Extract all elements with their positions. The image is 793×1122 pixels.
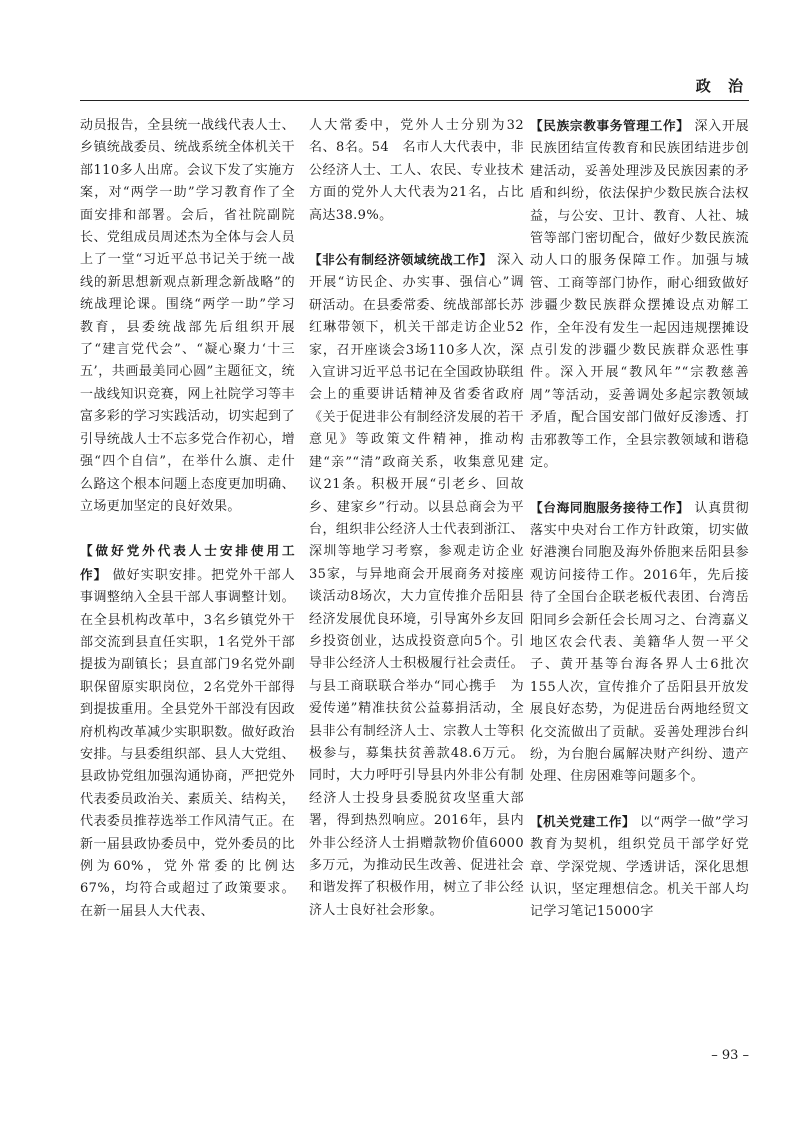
section-body: 深入开展民族团结宣传教育和民族团结进步创建活动，妥善处理涉及民族因素的矛盾和纠纷，依法保护少数民族合法权益，与公安、卫计、教育、人社、城管等部门密切配合，做好少数民族流动人口的服务保障工作。加强与城管、工商等部门协作，耐心细致做好涉疆少数民族群众摆摊设点劝解工作，全年没有发生一起因违规摆摊设点引发的涉疆少数民族群众恶性事件。深入开展“教风年”“宗教慈善周”等活动，妥善调处多起宗教领域矛盾，配合国安部门做好反渗透、打击邪教等工作，全县宗教领域和谐稳定。 <box>530 119 749 471</box>
section-body: 深入开展“访民企、办实事、强信心”调研活动。在县委常委、统战部部长苏红琳带领下，机关干部走访企业52家，召开座谈会3场110多人次，深入宣讲习近平总书记在全国政协联组会上的重要讲话精神及省委省政府《关于促进非公有制经济发展的若干意见》等政策文件精神，推动构建“亲”“清”政商关系，收集意见建议21条。积极开展“引老乡、回故乡、建家乡”行动。以县总商会为平台，组织非公经济人士代表到浙江、深圳等地学习考察，参观走访企业35家，与异地商会开展商务对接座谈活动8场次，大力宣传推介岳阳县经济发展优良环境，引导寓外乡友回乡投资创业，达成投资意向5个。引导非公经济人士积极履行社会责任。与县工商联联合举办“同心携手 为爱传递”精准扶贫公益募捐活动，全县非公有制经济人士、宗教人士等积极参与，募集扶贫善款48.6万元。同时，大力呼吁引导县内外非公有制经济人士投身县委脱贫攻坚重大部署，得到热烈响应。2016年，县内外非公经济人士捐赠款物价值6000多万元，为推动民生改善、促进社会和谐发挥了积极作用，树立了非公经济人士良好社会形象。 <box>309 253 524 918</box>
section-body: 做好实职安排。把党外干部人事调整纳入全县干部人事调整计划。在全县机构改革中，3名乡镇党外干部交流到县直任实职，1名党外干部提拔为副镇长；县直部门9名党外副职保留原实职岗位，2名党外干部得到提拔重用。全县党外干部没有因政府机构改革减少实职职数。做好政治安排。与县委组织部、县人大党组、县政协党组加强沟通协商，严把党外代表委员政治关、素质关、结构关，代表委员推荐选举工作风清气正。在新一届县政协委员中，党外委员的比例为60%，党外常委的比例达67%，均符合或超过了政策要求。在新一届县人大代表、 <box>80 567 295 919</box>
section-body: 认真贯彻落实中央对台工作方针政策，切实做好港澳台同胞及海外侨胞来岳阳县参观访问接待工作。2016年，先后接待了全国台企联老板代表团、台湾岳阳同乡会新任会长周习之、台湾嘉义地区农会代表、美籍华人贺一平父子、黄开基等台海各界人士6批次155人次，宣传推介了岳阳县开放发展良好态势，为促进岳台两地经贸文化交流做出了贡献。妥善处理涉台纠纷，为台胞台属解决财产纠纷、遗产处理、住房困难等问题多个。 <box>530 500 749 785</box>
section-paragraph <box>530 497 749 789</box>
section-heading: 【非公有制经济领域统战工作】 <box>309 252 493 268</box>
section-body: 以“两学一做”学习教育为契机，组织党员干部学好党章、学深党规、学透讲话，深化思想认识，坚定理想信念。机关干部人均记学习笔记15000字 <box>530 814 749 920</box>
column-3 <box>530 115 749 924</box>
section-heading: 【民族宗教事务管理工作】 <box>530 118 690 133</box>
section-paragraph <box>530 811 749 924</box>
section-heading: 【机关党建工作】 <box>530 813 636 829</box>
section-heading: 【做好党外代表人士安排使用工作】 <box>80 543 295 582</box>
paragraph: 动员报告，全县统一战线代表人士、乡镇统战委员、统战系统全体机关干部110多人出席。会议下发了实施方案，对“两学一助”学习教育作了全面安排和部署。会后，省社院副院长、党组成员周述杰为全体与会人员上了一堂“习近平总书记关于统一战线的新思想新观点新理念新战略”的统战理论课。围绕“两学一助”学习教育，县委统战部先后组织开展了“建言党代会”、“凝心聚力‘十三五’，共画最美同心圆”主题征文，统一战线知识竞赛，网上社院学习等丰富多彩的学习实践活动，切实起到了引导统战人士不忘多党合作初心，增强“四个自信”，在举什么旗、走什么路这个根本问题上态度更加明确、立场更加坚定的良好效果。 <box>80 118 295 514</box>
section-title: 政 治 <box>695 77 749 95</box>
section-paragraph <box>80 540 295 923</box>
column-1 <box>80 115 295 923</box>
paragraph: 人大常委中，党外人士分别为32名、8名。54 名市人大代表中，非公经济人士、工人、农民、专业技术方面的党外人大代表为21名，占比高达38.9%。 <box>309 118 524 223</box>
section-paragraph <box>309 249 524 922</box>
column-2 <box>309 115 524 922</box>
header-divider <box>80 100 749 101</box>
page-number: – 93 – <box>711 1048 749 1063</box>
section-paragraph <box>530 115 749 475</box>
section-heading: 【台海同胞服务接待工作】 <box>530 499 690 515</box>
